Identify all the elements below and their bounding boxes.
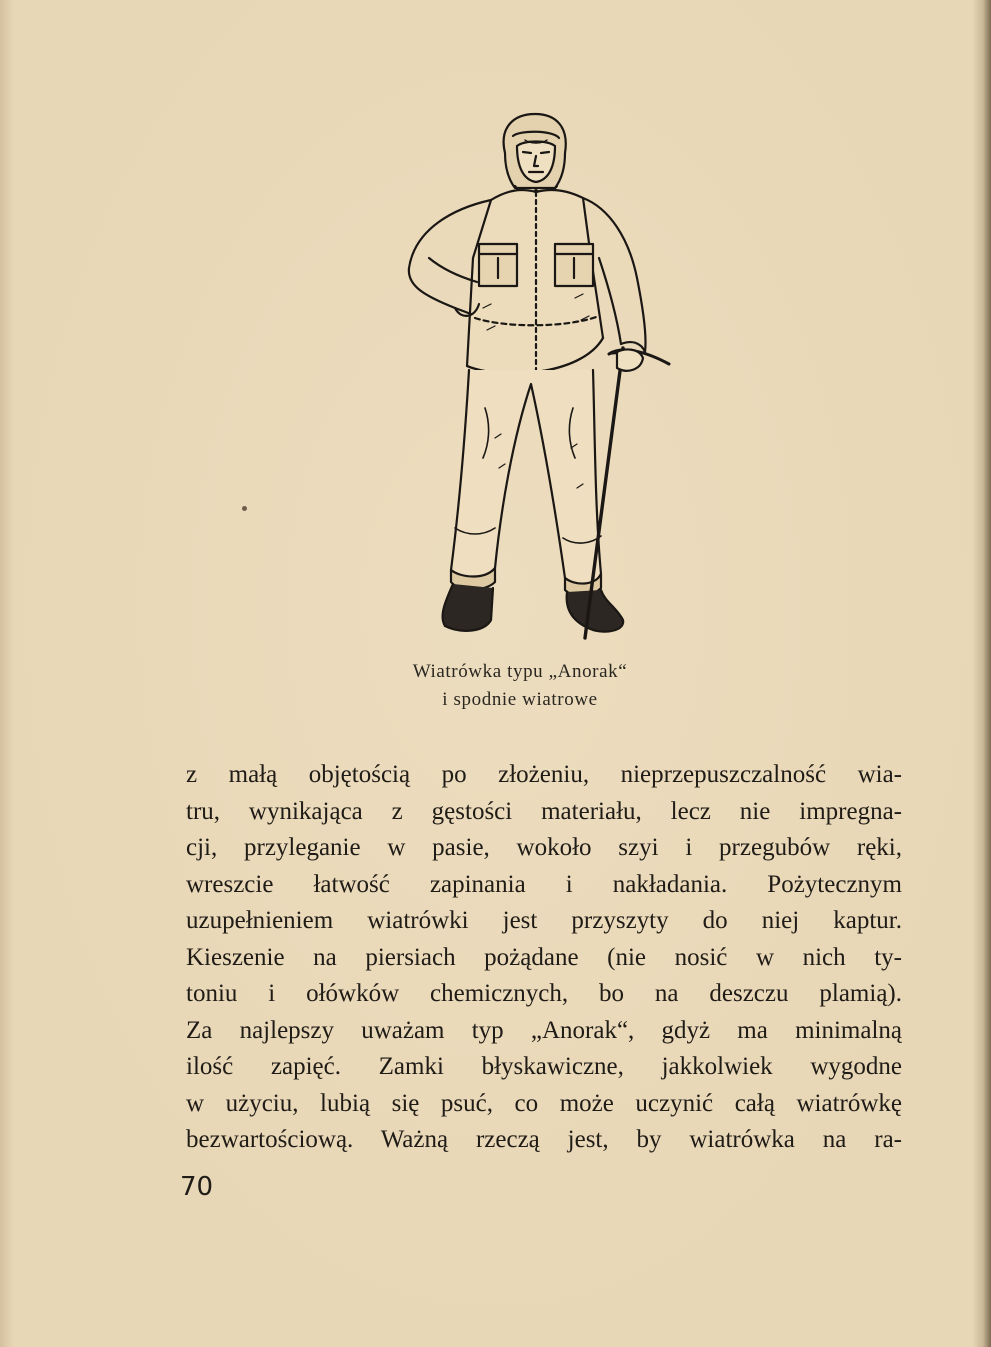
text-line: z małą objętością po złożeniu, nieprzepuszczalność wia- xyxy=(186,761,902,788)
caption-line-1: Wiatrówka typu „Anorak“ xyxy=(412,661,628,682)
text-line: tru, wynikająca z gęstości materiału, lecz nie impregna- xyxy=(186,797,902,825)
body-paragraph xyxy=(186,757,902,1159)
caption-line-2: i spodnie wiatrowe xyxy=(442,689,598,710)
anorak-illustration xyxy=(395,108,680,643)
page-edge-shadow xyxy=(983,0,991,1347)
text-line: cji, przyleganie w pasie, wokoło szyi i przegubów ręki, xyxy=(186,834,902,861)
text-line: w użyciu, lubią się psuć, co może uczynić całą wiatrówkę xyxy=(186,1089,902,1117)
text-line: bezwartościową. Ważną rzeczą jest, by wiatrówka na ra- xyxy=(186,1126,902,1153)
text-line: wreszcie łatwość zapinania i nakładania. Pożytecznym xyxy=(186,870,902,898)
page-number: 70 xyxy=(180,1172,214,1202)
text-line: toniu i ołówków chemicznych, bo na deszczu plamią). xyxy=(186,980,902,1007)
text-line: Za najlepszy uważam typ „Anorak“, gdyż ma minimalną xyxy=(186,1016,902,1044)
paper-speck xyxy=(242,506,247,511)
figure-caption xyxy=(300,658,740,714)
text-line: ilość zapięć. Zamki błyskawiczne, jakkolwiek wygodne xyxy=(186,1053,902,1080)
text-line: Kieszenie na piersiach pożądane (nie nosić w nich ty- xyxy=(186,943,902,971)
text-line: uzupełnieniem wiatrówki jest przyszyty do niej kaptur. xyxy=(186,907,902,934)
